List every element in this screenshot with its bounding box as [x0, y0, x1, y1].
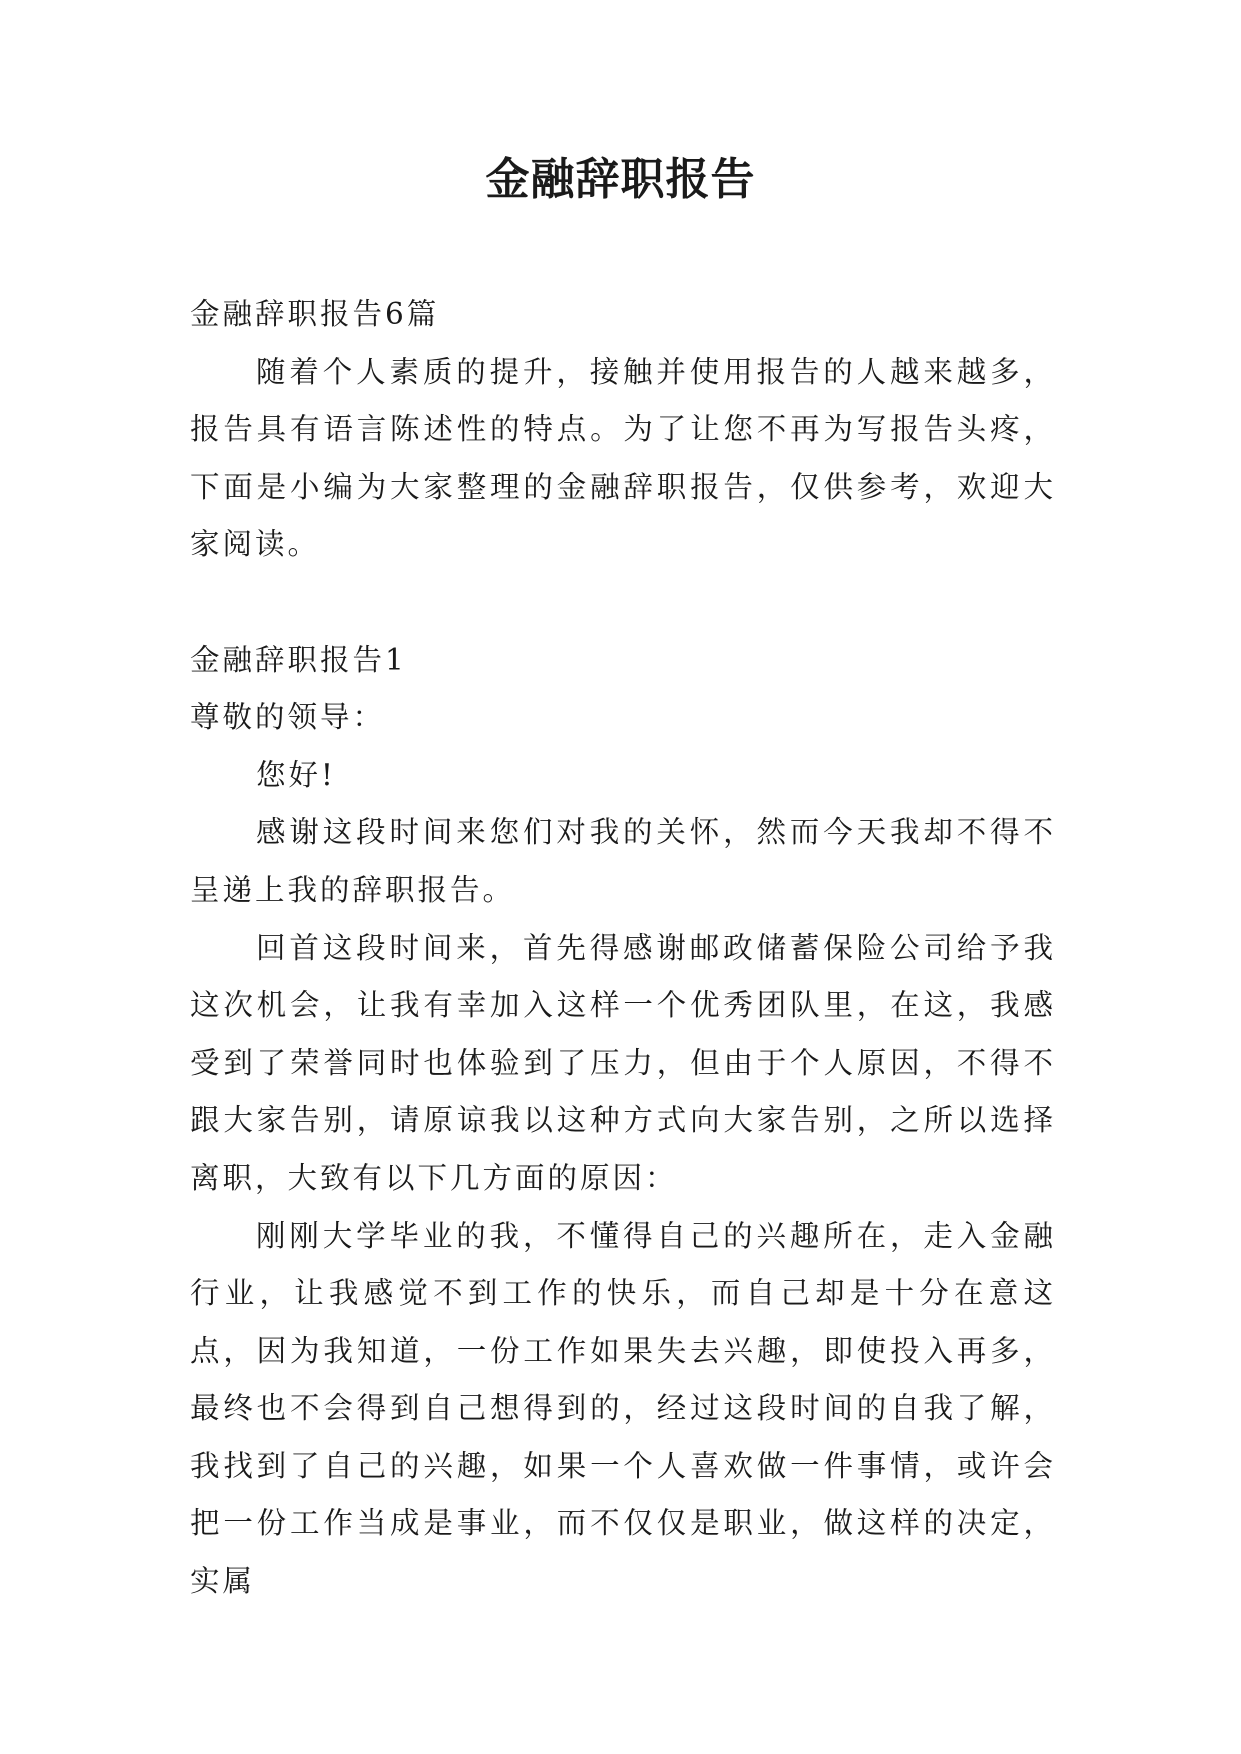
- body-paragraph: 回首这段时间来，首先得感谢邮政储蓄保险公司给予我这次机会，让我有幸加入这样一个优秀团队里，在这，我感受到了荣誉同时也体验到了压力，但由于个人原因，不得不跟大家告别，请原谅我以这种方式向大家告别，之所以选择离职，大致有以下几方面的原因：: [190, 930, 1056, 1195]
- intro-paragraph: 随着个人素质的提升，接触并使用报告的人越来越多，报告具有语言陈述性的特点。为了让您不再为写报告头疼，下面是小编为大家整理的金融辞职报告，仅供参考，欢迎大家阅读。: [190, 354, 1056, 562]
- greeting: 您好!: [256, 757, 336, 792]
- body-paragraph: 感谢这段时间来您们对我的关怀，然而今天我却不得不呈递上我的辞职报告。: [190, 815, 1056, 907]
- page-title: 金融辞职报告: [485, 154, 756, 205]
- section-heading: 金融辞职报告1: [190, 642, 407, 677]
- body-paragraph: 刚刚大学毕业的我，不懂得自己的兴趣所在，走入金融行业，让我感觉不到工作的快乐，而自己却是十分在意这点，因为我知道，一份工作如果失去兴趣，即使投入再多，最终也不会得到自己想得到的，经过这段时间的自我了解，我找到了自己的兴趣，如果一个人喜欢做一件事情，或许会把一份工作当成是事业，而不仅仅是职业，做这样的决定，实属: [190, 1218, 1056, 1599]
- document-body: [190, 286, 1056, 1611]
- subtitle-paragraph: 金融辞职报告6篇: [190, 297, 440, 331]
- salutation: 尊敬的领导：: [190, 700, 386, 735]
